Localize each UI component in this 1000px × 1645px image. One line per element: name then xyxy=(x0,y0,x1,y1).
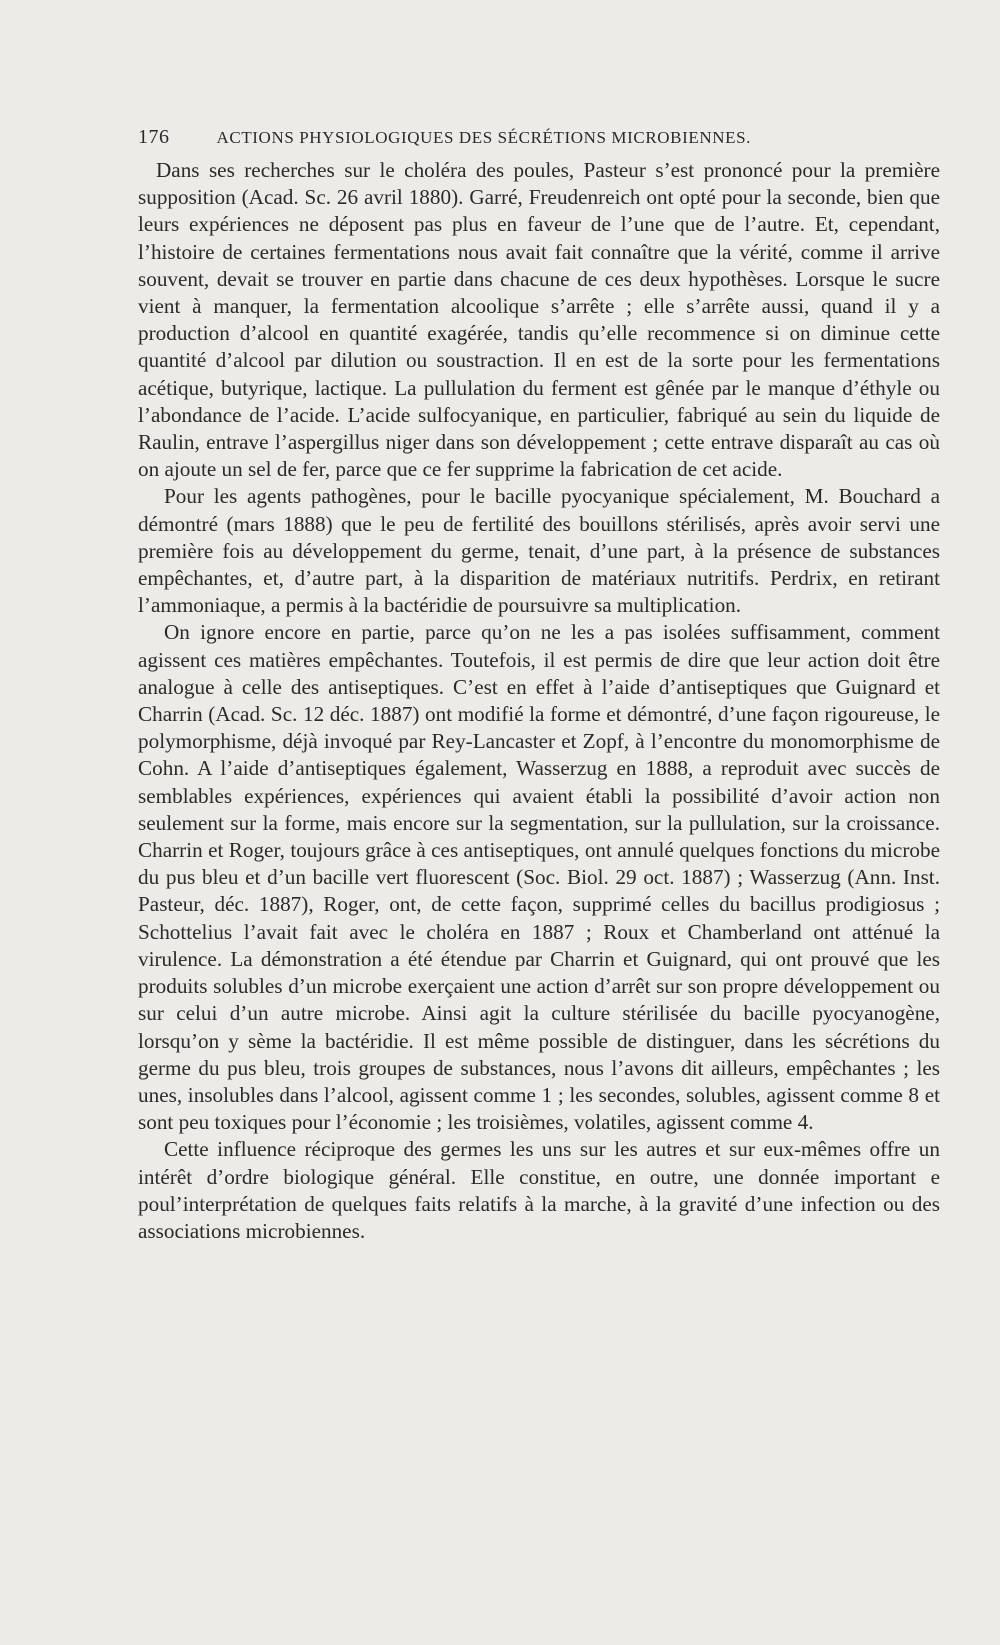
paragraph: Pour les agents pathogènes, pour le bacille pyocyanique spécialement, M. Bouchard a démontré (mars 1888) que le peu de fertilité des bouillons stérilisés, après avoir servi une première fois au développement du germe, tenait, d’une part, à la présence de substances empêchantes, et, d’autre part, à la disparition de matériaux nutritifs. Perdrix, en retirant l’ammoniaque, a permis à la bactéridie de poursuivre sa multiplication. xyxy=(138,484,940,618)
page-header xyxy=(138,126,938,149)
running-title: ACTIONS PHYSIOLOGIQUES DES SÉCRÉTIONS MICROBIENNES. xyxy=(216,128,751,147)
page-number: 176 xyxy=(138,126,170,148)
body-text xyxy=(138,157,940,1245)
paragraph: Dans ses recherches sur le choléra des poules, Pasteur s’est prononcé pour la première supposition (Acad. Sc. 26 avril 1880). Garré, Freudenreich ont opté pour la seconde, bien que leurs expériences ne déposent pas plus en faveur de l’une que de l’autre. Et, cependant, l’histoire de certaines fermentations nous avait fait connaître que la vérité, comme il arrive souvent, devait se trouver en partie dans chacune de ces deux hypothèses. Lorsque le sucre vient à manquer, la fermentation alcoolique s’arrête ; elle s’arrête aussi, quand il y a production d’alcool en quantité exagérée, tandis qu’elle recommence si on diminue cette quantité d’alcool par dilution ou soustraction. Il en est de la sorte pour les fermentations acétique, butyrique, lactique. La pullulation du ferment est gênée par le manque d’éthyle ou l’abondance de l’acide. L’acide sulfocyanique, en particulier, fabriqué au sein du liquide de Raulin, entrave l’aspergillus niger dans son développement ; cette entrave disparaît au cas où on ajoute un sel de fer, parce que ce fer supprime la fabrication de cet acide. xyxy=(138,158,940,482)
paragraph: On ignore encore en partie, parce qu’on ne les a pas isolées suffisamment, comment agissent ces matières empêchantes. Toutefois, il est permis de dire que leur action doit être analogue à celle des antiseptiques. C’est en effet à l’aide d’antiseptiques que Guignard et Charrin (Acad. Sc. 12 déc. 1887) ont modifié la forme et démontré, d’une façon rigoureuse, le polymorphisme, déjà invoqué par Rey-Lancaster et Zopf, à l’encontre du monomorphisme de Cohn. A l’aide d’antiseptiques également, Wasserzug en 1888, a reproduit avec succès de semblables expériences, expériences qui avaient établi la possibilité d’avoir action non seulement sur la forme, mais encore sur la segmentation, sur la pullulation, sur la croissance. Charrin et Roger, toujours grâce à ces antiseptiques, ont annulé quelques fonctions du microbe du pus bleu et d’un bacille vert fluorescent (Soc. Biol. 29 oct. 1887) ; Wasserzug (Ann. Inst. Pasteur, déc. 1887), Roger, ont, de cette façon, supprimé celles du bacillus prodigiosus ; Schottelius l’avait fait avec le choléra en 1887 ; Roux et Chamberland ont atténué la virulence. La démonstration a été étendue par Charrin et Guignard, qui ont prouvé que les produits solubles d’un microbe exerçaient une action d’arrêt sur son propre développement ou sur celui d’un autre microbe. Ainsi agit la culture stérilisée du bacille pyocyanogène, lorsqu’on y sème la bactéridie. Il est même possible de distinguer, dans les sécrétions du germe du pus bleu, trois groupes de substances, nous l’avons dit ailleurs, empêchantes ; les unes, insolubles dans l’alcool, agissent comme 1 ; les secondes, solubles, agissent comme 8 et sont peu toxiques pour l’économie ; les troisièmes, volatiles, agissent comme 4. xyxy=(138,620,940,1135)
paragraph: Cette influence réciproque des germes les uns sur les autres et sur eux-mêmes offre un intérêt d’ordre biologique général. Elle constitue, en outre, une donnée important e poul’interprétation de quelques faits relatifs à la marche, à la gravité d’une infection ou des associations microbiennes. xyxy=(138,1137,940,1243)
